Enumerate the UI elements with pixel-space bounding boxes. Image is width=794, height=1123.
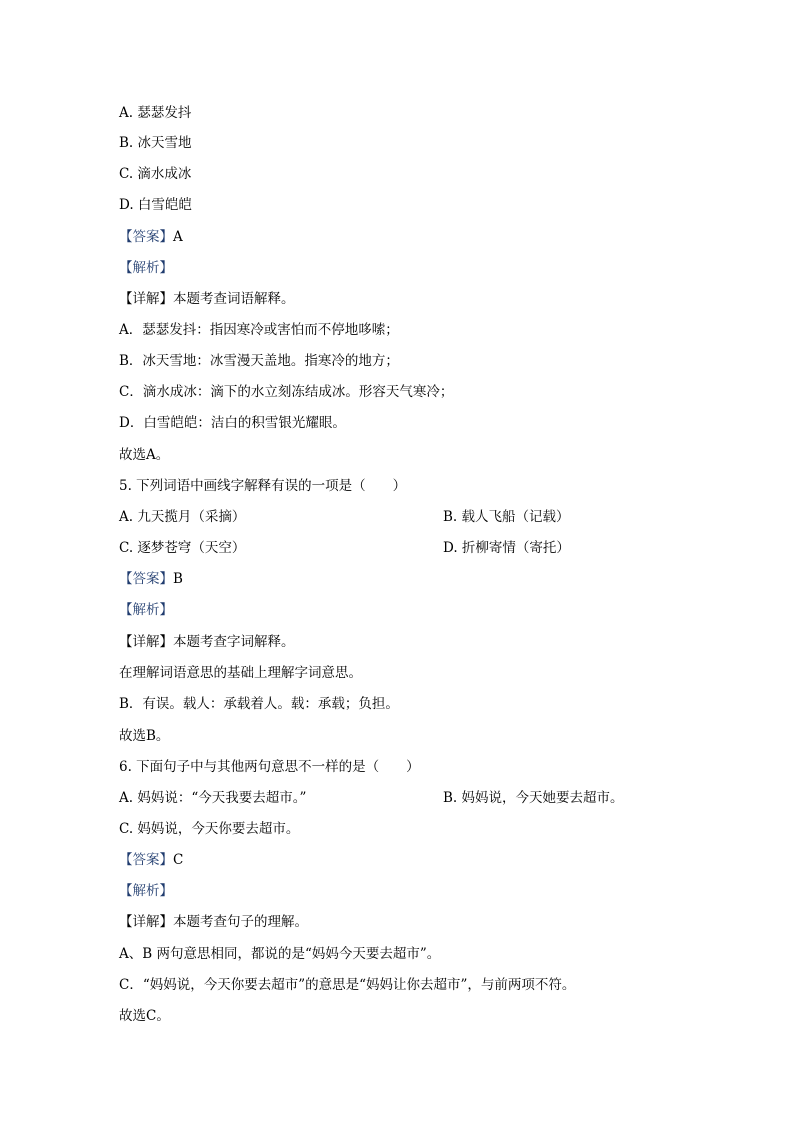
detail-tag: 【详解】: [119, 634, 173, 650]
q5-line: 在理解词语意思的基础上理解字词意思。: [119, 665, 362, 681]
q6-detail: [119, 912, 308, 932]
detail-text: 本题考查字词解释。: [173, 634, 295, 650]
q4-answer: [119, 227, 183, 247]
detail-tag: 【详解】: [119, 291, 173, 307]
analysis-tag: 【解析】: [119, 260, 173, 276]
q5-answer: [119, 569, 183, 589]
q6-option-b: B. 妈妈说，今天她要去超市。: [443, 790, 624, 806]
q5-option-a: A. 九天揽月（采摘）: [119, 509, 246, 525]
q4-explanation: C．滴水成冰：滴下的水立刻冻结成冰。形容天气寒冷；: [119, 384, 454, 400]
q5-line: B．有误。载人：承载着人。载：承载；负担。: [119, 696, 399, 712]
detail-tag: 【详解】: [119, 914, 173, 930]
answer-value: C: [173, 852, 184, 868]
analysis-tag: 【解析】: [119, 883, 173, 899]
detail-text: 本题考查词语解释。: [173, 291, 295, 307]
q6-line: C．“妈妈说，今天你要去超市”的意思是“妈妈让你去超市”，与前两项不符。: [119, 977, 576, 993]
q4-explanation: B．冰天雪地：冰雪漫天盖地。指寒冷的地方；: [119, 353, 399, 369]
q5-detail: [119, 632, 295, 652]
q5-question: 5. 下列词语中画线字解释有误的一项是（ ）: [119, 478, 407, 494]
q6-line: A、B 两句意思相同，都说的是“妈妈今天要去超市”。: [119, 946, 441, 962]
q5-option-d: D. 折柳寄情（寄托）: [443, 540, 570, 556]
answer-tag: 【答案】: [119, 571, 173, 587]
q6-option-a: A. 妈妈说：“今天我要去超市。”: [119, 790, 307, 806]
answer-tag: 【答案】: [119, 229, 173, 245]
q5-option-c: C. 逐梦苍穹（天空）: [119, 540, 246, 556]
q4-explanation: D．白雪皑皑：洁白的积雪银光耀眼。: [119, 415, 346, 431]
q6-question: 6. 下面句子中与其他两句意思不一样的是（ ）: [119, 759, 420, 775]
q4-detail: [119, 289, 295, 309]
q4-analysis-tag: [119, 258, 173, 278]
answer-tag: 【答案】: [119, 852, 173, 868]
q6-answer: [119, 850, 183, 870]
q6-conclusion: 故选C。: [119, 1008, 170, 1024]
q4-option-a: A. 瑟瑟发抖: [119, 105, 192, 121]
q4-explanation: A．瑟瑟发抖：指因寒冷或害怕而不停地哆嗦；: [119, 322, 399, 338]
analysis-tag: 【解析】: [119, 602, 173, 618]
q4-conclusion: 故选A。: [119, 447, 170, 463]
q4-option-b: B. 冰天雪地: [119, 135, 192, 151]
answer-value: B: [173, 571, 183, 587]
q6-analysis-tag: [119, 881, 173, 901]
q4-option-d: D. 白雪皑皑: [119, 197, 192, 213]
q5-conclusion: 故选B。: [119, 728, 170, 744]
answer-value: A: [173, 229, 183, 245]
q4-option-c: C. 滴水成冰: [119, 166, 192, 182]
q5-option-b: B. 载人飞船（记载）: [443, 509, 570, 525]
q5-analysis-tag: [119, 600, 173, 620]
q6-option-c: C. 妈妈说，今天你要去超市。: [119, 821, 300, 837]
detail-text: 本题考查句子的理解。: [173, 914, 308, 930]
